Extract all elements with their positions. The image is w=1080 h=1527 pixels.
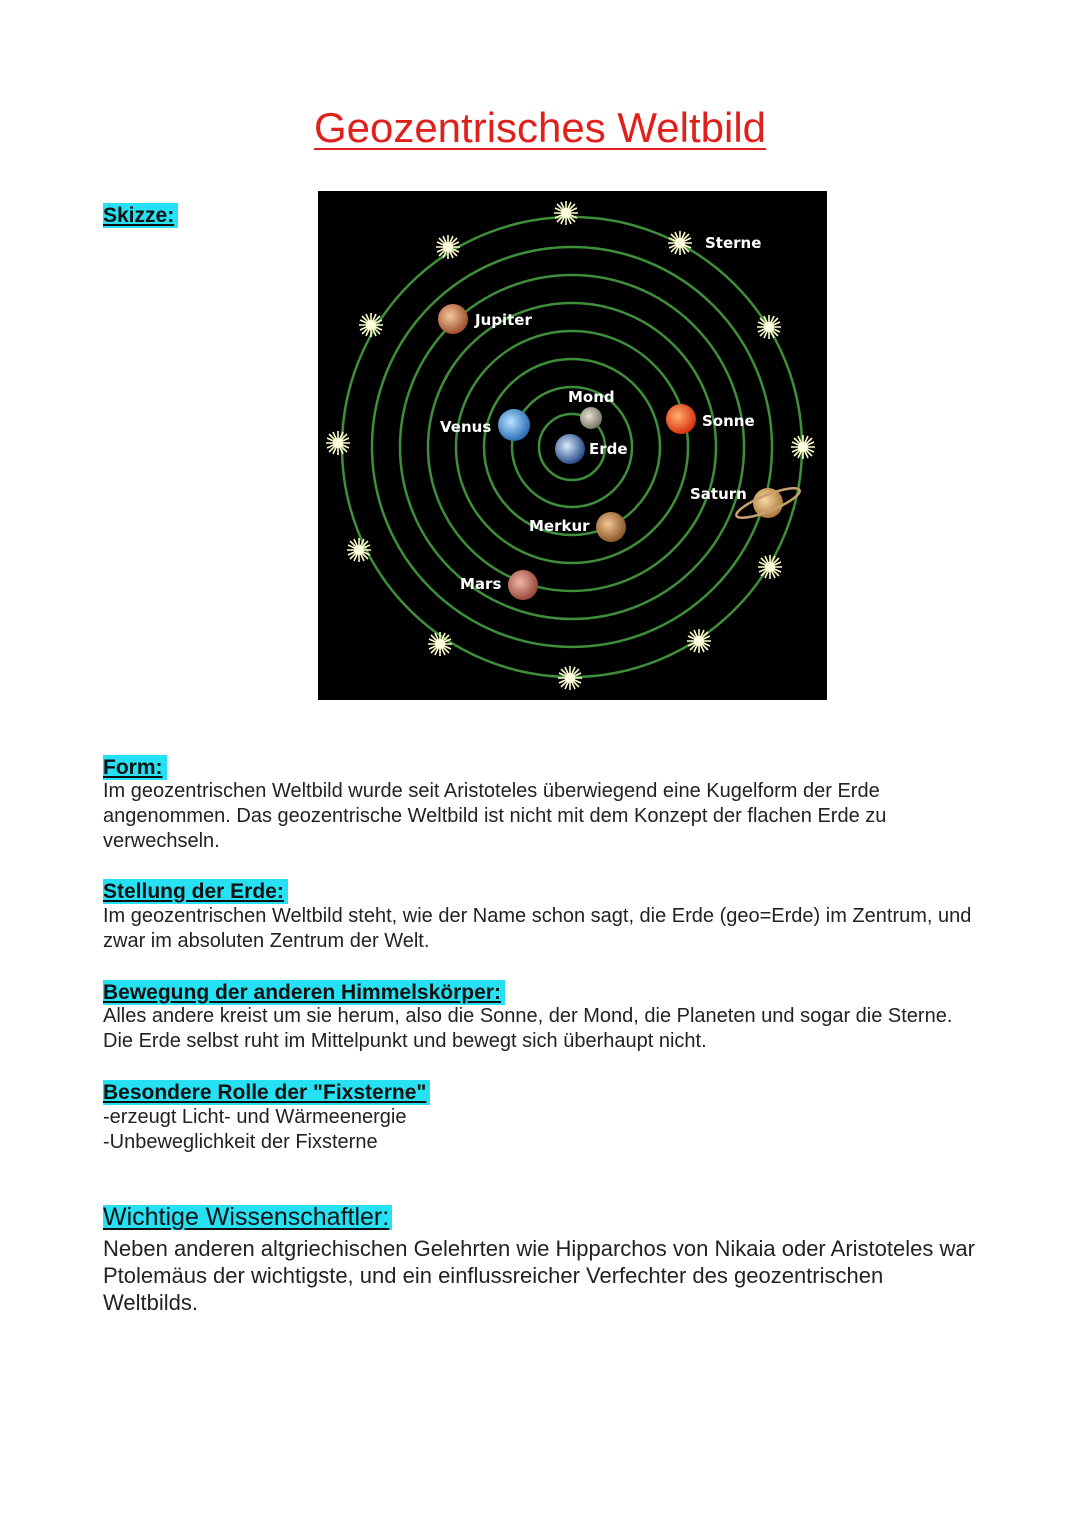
erde-icon — [555, 434, 585, 464]
sonne-icon — [666, 404, 696, 434]
bewegung-heading — [103, 980, 505, 1005]
mond-icon — [580, 407, 602, 429]
mars-icon — [508, 570, 538, 600]
stellung-text: Im geozentrischen Weltbild steht, wie der Name schon sagt, die Erde (geo=Erde) im Zentrum, und zwar im absoluten Zentrum der Welt. — [103, 905, 972, 952]
label-sonne: Sonne — [702, 412, 755, 430]
form-text: Im geozentrischen Weltbild wurde seit Aristoteles überwiegend eine Kugelform der Erde angenommen. Das geozentrische Weltbild ist nicht mit dem Konzept der flachen Erde zu verwechseln. — [103, 780, 887, 852]
label-jupiter: Jupiter — [475, 311, 532, 329]
fixsterne-line-2: -Unbeweglichkeit der Fixsterne — [103, 1131, 378, 1153]
stellung-heading-text: Stellung der Erde: — [103, 879, 288, 904]
stellung-heading — [103, 879, 288, 904]
wissenschaftler-heading-text: Wichtige Wissenschaftler: — [103, 1205, 392, 1230]
skizze-heading-text: Skizze: — [103, 203, 178, 228]
jupiter-icon — [438, 304, 468, 334]
skizze-heading — [103, 203, 178, 228]
form-heading — [103, 755, 167, 780]
label-erde: Erde — [589, 440, 628, 458]
form-heading-text: Form: — [103, 755, 167, 780]
label-saturn: Saturn — [690, 485, 747, 503]
label-mond: Mond — [568, 388, 615, 406]
wissenschaftler-text: Neben anderen altgriechischen Gelehrten wie Hipparchos von Nikaia oder Aristoteles war Ptolemäus der wichtigste, und ein einflussreicher Verfechter des geozentrischen Weltbilds. — [103, 1236, 975, 1315]
page-title: Geozentrisches Weltbild — [313, 104, 767, 151]
fixsterne-heading — [103, 1080, 430, 1105]
label-sterne: Sterne — [705, 234, 762, 252]
label-merkur: Merkur — [529, 517, 590, 535]
geocentric-diagram — [318, 191, 827, 700]
geocentric-diagram-svg — [318, 191, 827, 700]
label-mars: Mars — [460, 575, 502, 593]
bewegung-heading-text: Bewegung der anderen Himmelskörper: — [103, 980, 505, 1005]
venus-icon — [498, 409, 530, 441]
fixsterne-line-1: -erzeugt Licht- und Wärmeenergie — [103, 1106, 407, 1128]
wissenschaftler-heading — [103, 1205, 392, 1231]
merkur-icon — [596, 512, 626, 542]
fixsterne-heading-text: Besondere Rolle der "Fixsterne" — [103, 1080, 430, 1105]
bewegung-text: Alles andere kreist um sie herum, also die Sonne, der Mond, die Planeten und sogar die Sterne. Die Erde selbst ruht im Mittelpunkt und bewegt sich überhaupt nicht. — [103, 1005, 953, 1052]
label-venus: Venus — [440, 418, 492, 436]
